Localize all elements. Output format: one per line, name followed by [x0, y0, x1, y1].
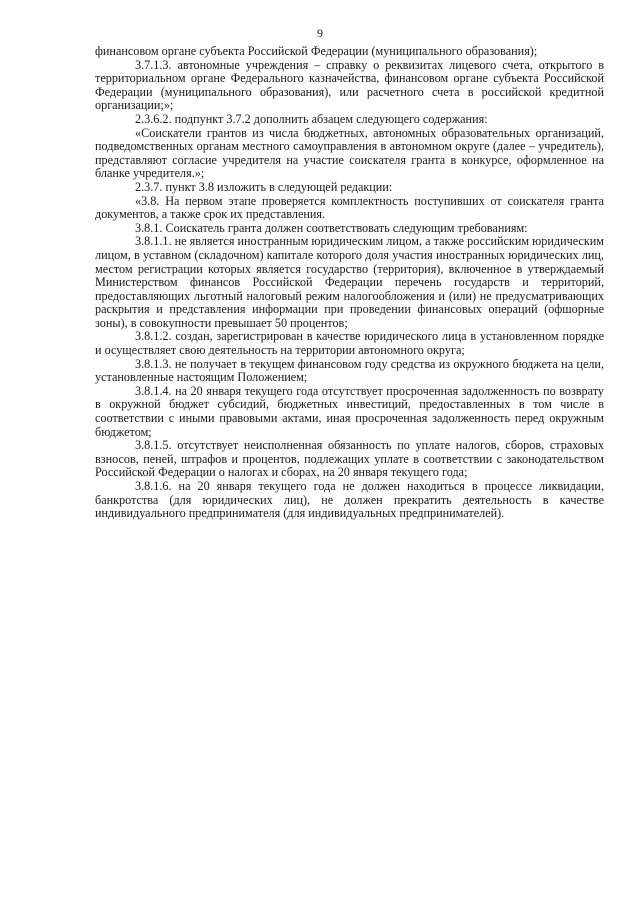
paragraph-2-3-6-2: 2.3.6.2. подпункт 3.7.2 дополнить абзацем следующего содержания: — [135, 111, 488, 126]
paragraph-2-3-7: 2.3.7. пункт 3.8 изложить в следующей редакции: — [135, 179, 393, 194]
paragraph-3-8-1-2: 3.8.1.2. создан, зарегистрирован в качестве юридического лица в установленном порядке и осуществляет свою деятельность на территории автономного округа; — [95, 329, 604, 358]
paragraph-quote-3-7-2: «Соискатели грантов из числа бюджетных, автономных образовательных организаций, подведомственных органам местного самоуправления в автономном округе (далее – учредитель), представляют согласие учредителя на участие соискателя гранта в конкурсе, оформленное на бланке учредителя.»; — [95, 125, 604, 181]
document-body — [95, 45, 604, 521]
paragraph-continuation: финансовом органе субъекта Российской Федерации (муниципального образования); — [95, 44, 538, 58]
paragraph-3-8-1-3: 3.8.1.3. не получает в текущем финансовом году средства из окружного бюджета на цели, установленные настоящим Положением; — [95, 356, 604, 385]
paragraph-3-8-1-5: 3.8.1.5. отсутствует неисполненная обязанность по уплате налогов, сборов, страховых взносов, пеней, штрафов и процентов, подлежащих уплате в соответствии с законодательством Российской Федерации о налогах и сборах, на 20 января текущего года; — [95, 438, 604, 480]
paragraph-3-8-1-1: 3.8.1.1. не является иностранным юридическим лицом, а также российским юридическим лицом, в уставном (складочном) капитале которого доля участия иностранных юридических лиц, местом регистрации которых является государство (территория), включенное в утверждаемый Министерством финансов Российской Федерации перечень государств и территорий, предоставляющих льготный налоговый режим налогообложения и (или) не предусматривающих раскрытия и представления информации при проведении финансовых операций (офшорные зоны), в совокупности превышает 50 процентов; — [95, 234, 604, 330]
page-number: 9 — [317, 26, 323, 40]
paragraph-3-8-1-4: 3.8.1.4. на 20 января текущего года отсутствует просроченная задолженность по возврату в окружной бюджет субсидий, бюджетных инвестиций, предоставленных в том числе в соответствии с иными правовыми актами, иная просроченная задолженность перед окружным бюджетом; — [95, 383, 604, 439]
paragraph-3-8-1-6: 3.8.1.6. на 20 января текущего года не должен находиться в процессе ликвидации, банкротства (для юридических лиц), не должен прекратить деятельность в качестве индивидуального предпринимателя (для индивидуальных предпринимателей). — [95, 479, 604, 521]
paragraph-3-8-1: 3.8.1. Соискатель гранта должен соответствовать следующим требованиям: — [135, 220, 528, 235]
paragraph-3-8: «3.8. На первом этапе проверяется комплектность поступивших от соискателя гранта документов, а также срок их представления. — [95, 193, 604, 222]
paragraph-3-7-1-3: 3.7.1.3. автономные учреждения – справку о реквизитах лицевого счета, открытого в территориальном органе Федерального казначейства, финансовом органе субъекта Российской Федерации (муниципального образования), или расчетного счета в российской кредитной организации;»; — [95, 57, 604, 113]
